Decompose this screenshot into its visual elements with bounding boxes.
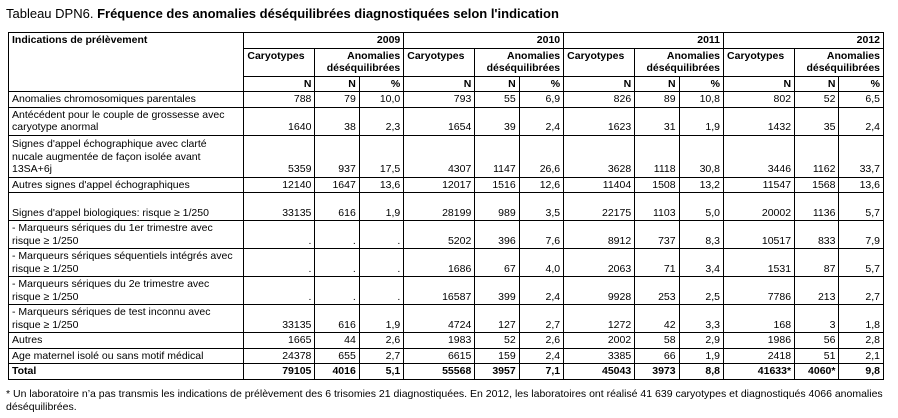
table-cell: 2,6	[519, 333, 563, 349]
table-cell: .	[315, 277, 359, 305]
unit-n: N	[315, 76, 359, 92]
table-cell: 937	[315, 135, 359, 177]
unit-n: N	[635, 76, 679, 92]
unit-n: N	[475, 76, 519, 92]
table-cell: 13,2	[679, 177, 723, 193]
table-header	[9, 33, 884, 92]
table-cell: 1568	[795, 177, 839, 193]
table-cell: 8,3	[679, 221, 723, 249]
table-cell: 5359	[244, 135, 315, 177]
table-cell: 2063	[564, 249, 635, 277]
table-cell: 55568	[404, 364, 475, 380]
table-cell: 7,1	[519, 364, 563, 380]
row-label: Signes d'appel biologiques: risque ≥ 1/250	[9, 193, 244, 221]
table-cell: 26,6	[519, 135, 563, 177]
table-cell: 1147	[475, 135, 519, 177]
anomalies-header: Anomalies déséquilibrées	[475, 48, 564, 76]
caryotypes-header: Caryotypes	[404, 48, 475, 76]
table-cell: 1,9	[359, 305, 403, 333]
table-cell: 10,0	[359, 92, 403, 108]
table-cell: 989	[475, 193, 519, 221]
table-cell: 3446	[724, 135, 795, 177]
table-cell: 4016	[315, 364, 359, 380]
table-cell: 1986	[724, 333, 795, 349]
table-cell: 2,9	[679, 333, 723, 349]
table-cell: 1162	[795, 135, 839, 177]
table-row	[9, 249, 884, 277]
table-cell: 2,8	[839, 333, 884, 349]
table-row	[9, 92, 884, 108]
table-cell: 33135	[244, 305, 315, 333]
table-caption: Fréquence des anomalies déséquilibrées diagnostiquées selon l'indication	[97, 6, 559, 21]
table-row	[9, 333, 884, 349]
table-cell: .	[244, 277, 315, 305]
table-row	[9, 277, 884, 305]
total-row	[9, 364, 884, 380]
table-cell: .	[359, 221, 403, 249]
table-cell: .	[359, 277, 403, 305]
table-cell: 1272	[564, 305, 635, 333]
table-cell: 9,8	[839, 364, 884, 380]
table-cell: 89	[635, 92, 679, 108]
table-cell: 31	[635, 107, 679, 135]
table-cell: 79	[315, 92, 359, 108]
table-title	[6, 6, 559, 21]
table-cell: 213	[795, 277, 839, 305]
table-cell: 33135	[244, 193, 315, 221]
table-cell: 127	[475, 305, 519, 333]
table-cell: 2,4	[839, 107, 884, 135]
table-cell: 42	[635, 305, 679, 333]
table-cell: .	[315, 221, 359, 249]
table-cell: 45043	[564, 364, 635, 380]
table-row	[9, 305, 884, 333]
table-cell: 2,3	[359, 107, 403, 135]
table-body	[9, 92, 884, 380]
table-cell: 2,7	[839, 277, 884, 305]
row-label: Antécédent pour le couple de grossesse avec caryotype anormal	[9, 107, 244, 135]
table-cell: 2,4	[519, 348, 563, 364]
header-row-years	[9, 33, 884, 49]
table-cell: 3,5	[519, 193, 563, 221]
table-cell: 3973	[635, 364, 679, 380]
table-cell: 58	[635, 333, 679, 349]
table-cell: 4,0	[519, 249, 563, 277]
row-label: Anomalies chromosomiques parentales	[9, 92, 244, 108]
table-cell: 8,8	[679, 364, 723, 380]
table-cell: 12,6	[519, 177, 563, 193]
table-cell: 4060*	[795, 364, 839, 380]
table-row	[9, 193, 884, 221]
table-cell: 12017	[404, 177, 475, 193]
unit-pct: %	[839, 76, 884, 92]
unit-n: N	[795, 76, 839, 92]
data-table	[8, 32, 884, 380]
table-cell: 1118	[635, 135, 679, 177]
anomalies-header: Anomalies déséquilibrées	[315, 48, 404, 76]
table-cell: 737	[635, 221, 679, 249]
year-header: 2012	[724, 33, 884, 49]
table-cell: 4307	[404, 135, 475, 177]
table-cell: 8912	[564, 221, 635, 249]
table-cell: 66	[635, 348, 679, 364]
row-label: Signes d'appel échographique avec clarté nucale augmentée de façon isolée avant 13SA+6j	[9, 135, 244, 177]
table-row	[9, 221, 884, 249]
anomalies-header: Anomalies déséquilibrées	[795, 48, 884, 76]
table-cell: 2002	[564, 333, 635, 349]
table-cell: 1654	[404, 107, 475, 135]
table-cell: 1,8	[839, 305, 884, 333]
row-label: Total	[9, 364, 244, 380]
table-cell: 22175	[564, 193, 635, 221]
table-cell: 39	[475, 107, 519, 135]
unit-pct: %	[679, 76, 723, 92]
table-cell: 253	[635, 277, 679, 305]
table-cell: 7,6	[519, 221, 563, 249]
table-cell: 1686	[404, 249, 475, 277]
table-cell: 655	[315, 348, 359, 364]
table-cell: 5,0	[679, 193, 723, 221]
table-cell: 16587	[404, 277, 475, 305]
table-cell: 168	[724, 305, 795, 333]
unit-n: N	[404, 76, 475, 92]
table-cell: 2,5	[679, 277, 723, 305]
table-cell: 12140	[244, 177, 315, 193]
table-cell: 51	[795, 348, 839, 364]
table-cell: 11547	[724, 177, 795, 193]
table-cell: 3957	[475, 364, 519, 380]
table-cell: 33,7	[839, 135, 884, 177]
table-number: Tableau DPN6.	[6, 6, 94, 21]
table-cell: 1640	[244, 107, 315, 135]
table-cell: 2418	[724, 348, 795, 364]
table-cell: .	[359, 249, 403, 277]
table-row	[9, 348, 884, 364]
table-cell: 826	[564, 92, 635, 108]
table-cell: 5,7	[839, 249, 884, 277]
table-cell: 396	[475, 221, 519, 249]
table-cell: 616	[315, 305, 359, 333]
table-cell: 7,9	[839, 221, 884, 249]
table-cell: 399	[475, 277, 519, 305]
row-label: - Marqueurs sériques du 2e trimestre avec risque ≥ 1/250	[9, 277, 244, 305]
table-cell: 1516	[475, 177, 519, 193]
table-cell: 17,5	[359, 135, 403, 177]
table-cell: 7786	[724, 277, 795, 305]
table-cell: 1647	[315, 177, 359, 193]
table-cell: 20002	[724, 193, 795, 221]
table-cell: 1983	[404, 333, 475, 349]
anomalies-header: Anomalies déséquilibrées	[635, 48, 724, 76]
table-cell: 1531	[724, 249, 795, 277]
table-cell: .	[244, 221, 315, 249]
table-cell: 1136	[795, 193, 839, 221]
row-label: Age maternel isolé ou sans motif médical	[9, 348, 244, 364]
table-cell: 52	[475, 333, 519, 349]
table-cell: 2,6	[359, 333, 403, 349]
table-cell: 6,9	[519, 92, 563, 108]
table-cell: 2,4	[519, 277, 563, 305]
table-cell: 71	[635, 249, 679, 277]
unit-pct: %	[359, 76, 403, 92]
table-cell: 2,7	[519, 305, 563, 333]
table-cell: 9928	[564, 277, 635, 305]
table-cell: 52	[795, 92, 839, 108]
table-cell: 30,8	[679, 135, 723, 177]
table-cell: 2,4	[519, 107, 563, 135]
table-cell: 11404	[564, 177, 635, 193]
table-cell: 55	[475, 92, 519, 108]
table-cell: .	[315, 249, 359, 277]
table-cell: 1,9	[679, 348, 723, 364]
table-cell: 24378	[244, 348, 315, 364]
row-label: - Marqueurs sériques du 1er trimestre avec risque ≥ 1/250	[9, 221, 244, 249]
row-label: Autres signes d'appel échographiques	[9, 177, 244, 193]
table-cell: 10,8	[679, 92, 723, 108]
table-cell: 67	[475, 249, 519, 277]
table-cell: 13,6	[839, 177, 884, 193]
table-cell: 10517	[724, 221, 795, 249]
unit-n: N	[244, 76, 315, 92]
unit-n: N	[724, 76, 795, 92]
year-header: 2010	[404, 33, 564, 49]
table-cell: 1,9	[679, 107, 723, 135]
footnote: * Un laboratoire n’a pas transmis les indications de prélèvement des 6 trisomies 21 diagnostiquées. En 2012, les laboratoires ont réalisé 41 639 caryotypes et diagnostiqués 4066 anomalies déséquilibrées.	[6, 388, 883, 413]
table-cell: 5202	[404, 221, 475, 249]
table-cell: 35	[795, 107, 839, 135]
table-row	[9, 177, 884, 193]
table-cell: 5,1	[359, 364, 403, 380]
table-cell: 41633*	[724, 364, 795, 380]
caryotypes-header: Caryotypes	[564, 48, 635, 76]
unit-pct: %	[519, 76, 563, 92]
table-cell: 79105	[244, 364, 315, 380]
table-cell: 3,4	[679, 249, 723, 277]
caryotypes-header: Caryotypes	[244, 48, 315, 76]
row-label: - Marqueurs sériques séquentiels intégrés avec risque ≥ 1/250	[9, 249, 244, 277]
table-cell: 159	[475, 348, 519, 364]
table-cell: 1665	[244, 333, 315, 349]
row-label: Autres	[9, 333, 244, 349]
year-header: 2009	[244, 33, 404, 49]
table-cell: 788	[244, 92, 315, 108]
row-label: - Marqueurs sériques de test inconnu avec risque ≥ 1/250	[9, 305, 244, 333]
table-cell: 3,3	[679, 305, 723, 333]
table-cell: 1508	[635, 177, 679, 193]
table-cell: 3	[795, 305, 839, 333]
table-cell: 616	[315, 193, 359, 221]
table-cell: 28199	[404, 193, 475, 221]
table-cell: 1,9	[359, 193, 403, 221]
table-cell: 833	[795, 221, 839, 249]
table-row	[9, 135, 884, 177]
table-row	[9, 107, 884, 135]
table-cell: 1103	[635, 193, 679, 221]
table-cell: 4724	[404, 305, 475, 333]
table-cell: 3628	[564, 135, 635, 177]
table-cell: 793	[404, 92, 475, 108]
table-cell: 1432	[724, 107, 795, 135]
table-cell: 6615	[404, 348, 475, 364]
table-cell: 6,5	[839, 92, 884, 108]
table-cell: 3385	[564, 348, 635, 364]
unit-n: N	[564, 76, 635, 92]
table-cell: 87	[795, 249, 839, 277]
table-cell: 2,7	[359, 348, 403, 364]
table-cell: .	[244, 249, 315, 277]
table-cell: 1623	[564, 107, 635, 135]
table-cell: 56	[795, 333, 839, 349]
table-cell: 44	[315, 333, 359, 349]
corner-label: Indications de prélèvement	[9, 33, 244, 92]
table-cell: 2,1	[839, 348, 884, 364]
year-header: 2011	[564, 33, 724, 49]
caryotypes-header: Caryotypes	[724, 48, 795, 76]
table-cell: 802	[724, 92, 795, 108]
table-cell: 38	[315, 107, 359, 135]
table-cell: 5,7	[839, 193, 884, 221]
table-cell: 13,6	[359, 177, 403, 193]
